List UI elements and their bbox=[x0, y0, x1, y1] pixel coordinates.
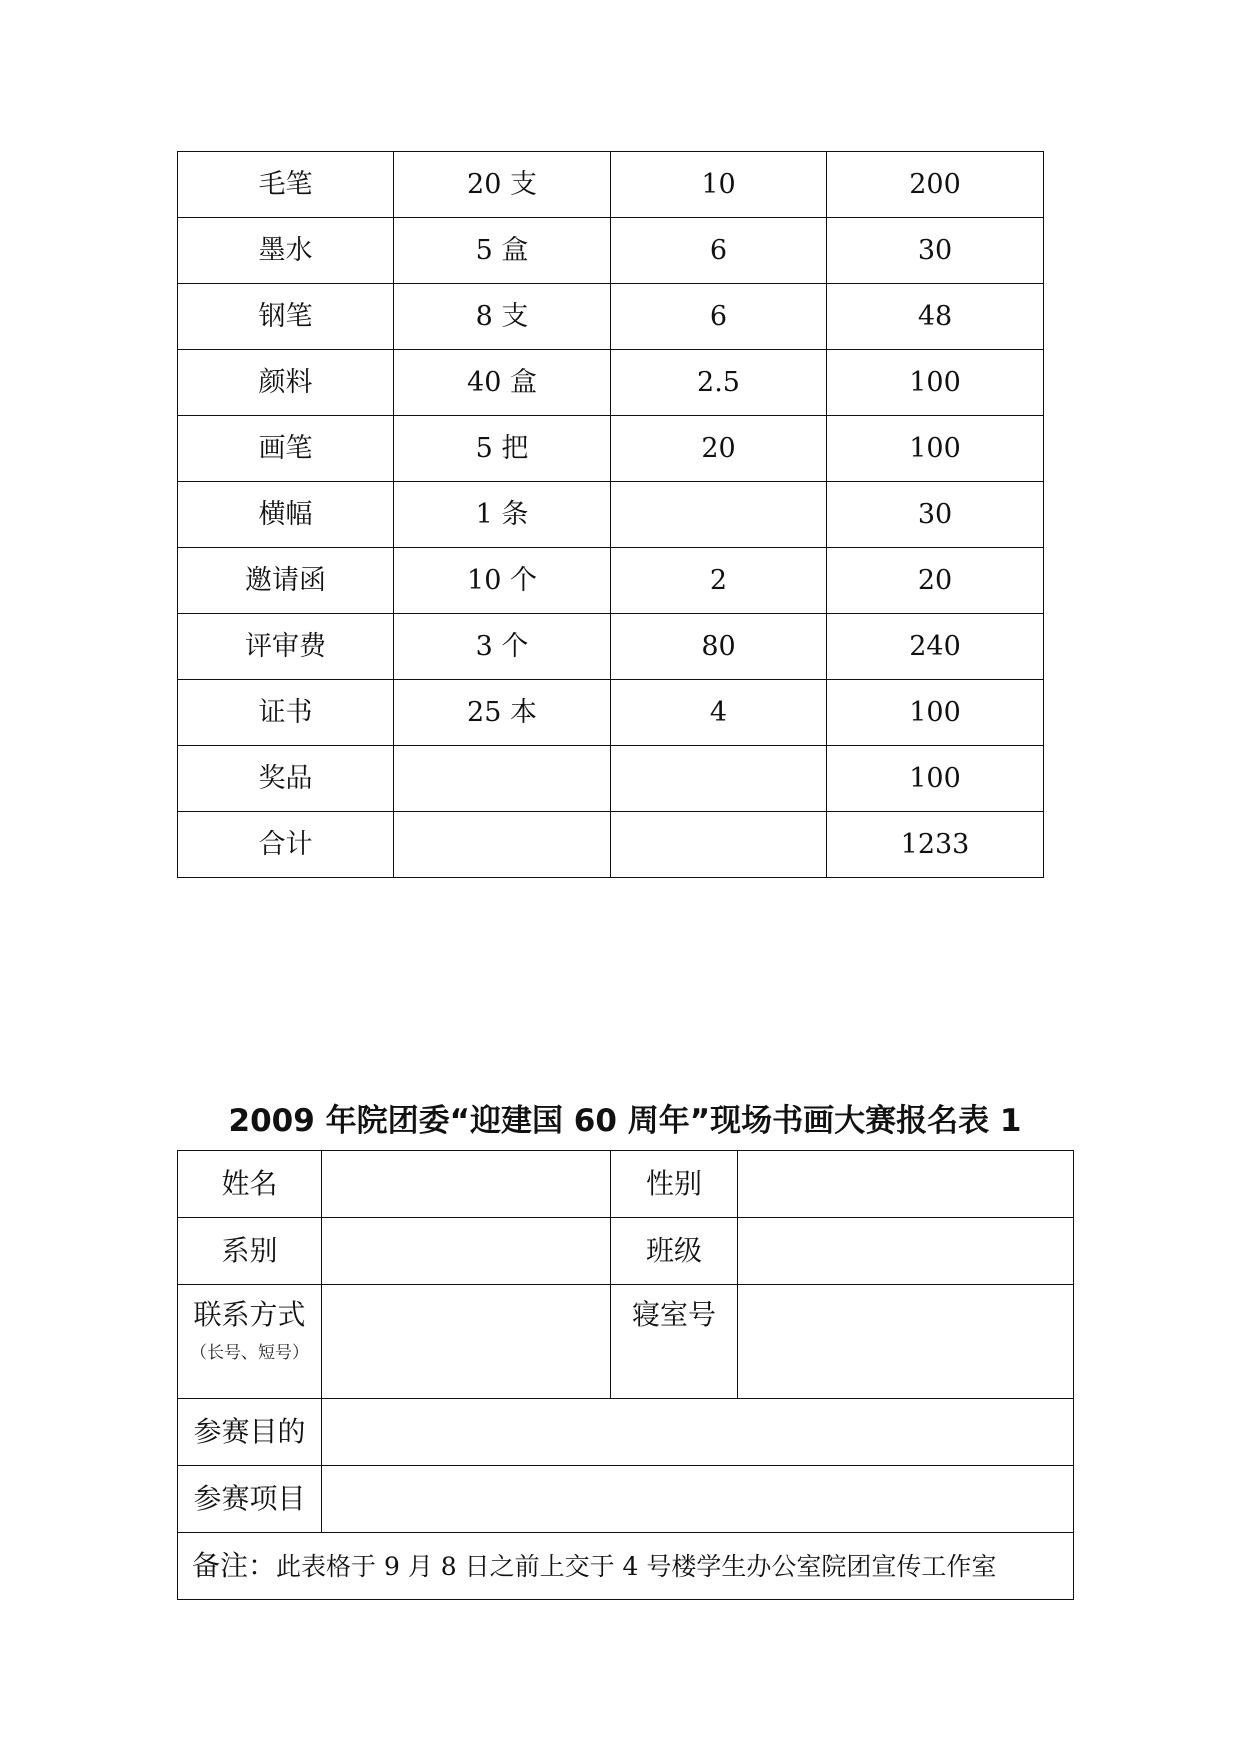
form-row-purpose bbox=[178, 1399, 1074, 1466]
item-name-cell: 评审费 bbox=[178, 614, 394, 680]
total-amount-cell: 1233 bbox=[827, 812, 1044, 878]
amount-cell: 30 bbox=[827, 482, 1044, 548]
name-label: 姓名 bbox=[178, 1151, 322, 1218]
table-row bbox=[178, 482, 1044, 548]
quantity-cell: 5 盒 bbox=[394, 218, 611, 284]
quantity-cell bbox=[394, 812, 611, 878]
dorm-field[interactable] bbox=[738, 1285, 1074, 1399]
quantity-cell: 8 支 bbox=[394, 284, 611, 350]
form-row-name bbox=[178, 1151, 1074, 1218]
name-field[interactable] bbox=[322, 1151, 611, 1218]
table-row bbox=[178, 548, 1044, 614]
item-name-cell: 横幅 bbox=[178, 482, 394, 548]
item-name-cell: 画笔 bbox=[178, 416, 394, 482]
total-row bbox=[178, 812, 1044, 878]
unit-price-cell bbox=[611, 746, 827, 812]
department-field[interactable] bbox=[322, 1218, 611, 1285]
unit-price-cell bbox=[611, 482, 827, 548]
contact-label: 联系方式 bbox=[193, 1298, 306, 1331]
unit-price-cell: 6 bbox=[611, 284, 827, 350]
contact-label-cell bbox=[178, 1285, 322, 1399]
item-name-cell: 奖品 bbox=[178, 746, 394, 812]
gender-field[interactable] bbox=[738, 1151, 1074, 1218]
amount-cell: 240 bbox=[827, 614, 1044, 680]
quantity-cell: 40 盒 bbox=[394, 350, 611, 416]
table-row bbox=[178, 218, 1044, 284]
purpose-label: 参赛目的 bbox=[178, 1399, 322, 1466]
amount-cell: 200 bbox=[827, 152, 1044, 218]
note-text: 此表格于 9 月 8 日之前上交于 4 号楼学生办公室院团宣传工作室 bbox=[276, 1552, 997, 1581]
gender-label: 性别 bbox=[611, 1151, 738, 1218]
unit-price-cell: 2 bbox=[611, 548, 827, 614]
department-label: 系别 bbox=[178, 1218, 322, 1285]
table-row bbox=[178, 416, 1044, 482]
quantity-cell: 20 支 bbox=[394, 152, 611, 218]
unit-price-cell: 6 bbox=[611, 218, 827, 284]
item-name-cell: 毛笔 bbox=[178, 152, 394, 218]
unit-price-cell: 20 bbox=[611, 416, 827, 482]
table-row bbox=[178, 680, 1044, 746]
quantity-cell: 10 个 bbox=[394, 548, 611, 614]
item-label: 参赛项目 bbox=[178, 1466, 322, 1533]
expense-table bbox=[177, 151, 1044, 878]
item-name-cell: 邀请函 bbox=[178, 548, 394, 614]
purpose-field[interactable] bbox=[322, 1399, 1074, 1466]
form-row-note bbox=[178, 1533, 1074, 1600]
unit-price-cell: 4 bbox=[611, 680, 827, 746]
unit-price-cell: 10 bbox=[611, 152, 827, 218]
table-row bbox=[178, 614, 1044, 680]
form-title: 2009 年院团委“迎建国 60 周年”现场书画大赛报名表 1 bbox=[228, 1103, 1022, 1139]
item-field[interactable] bbox=[322, 1466, 1074, 1533]
amount-cell: 30 bbox=[827, 218, 1044, 284]
table-row bbox=[178, 746, 1044, 812]
table-row bbox=[178, 152, 1044, 218]
item-name-cell: 颜料 bbox=[178, 350, 394, 416]
amount-cell: 100 bbox=[827, 350, 1044, 416]
contact-field[interactable] bbox=[322, 1285, 611, 1399]
unit-price-cell: 2.5 bbox=[611, 350, 827, 416]
item-name-cell: 合计 bbox=[178, 812, 394, 878]
unit-price-cell: 80 bbox=[611, 614, 827, 680]
contact-sub-label: （长号、短号） bbox=[190, 1343, 309, 1363]
item-name-cell: 钢笔 bbox=[178, 284, 394, 350]
amount-cell: 100 bbox=[827, 746, 1044, 812]
class-label: 班级 bbox=[611, 1218, 738, 1285]
form-row-contact bbox=[178, 1285, 1074, 1399]
quantity-cell: 3 个 bbox=[394, 614, 611, 680]
amount-cell: 20 bbox=[827, 548, 1044, 614]
table-row bbox=[178, 350, 1044, 416]
dorm-label: 寝室号 bbox=[611, 1285, 738, 1399]
registration-form-table bbox=[177, 1150, 1074, 1600]
quantity-cell: 25 本 bbox=[394, 680, 611, 746]
form-row-department bbox=[178, 1218, 1074, 1285]
quantity-cell: 1 条 bbox=[394, 482, 611, 548]
item-name-cell: 证书 bbox=[178, 680, 394, 746]
quantity-cell: 5 把 bbox=[394, 416, 611, 482]
amount-cell: 48 bbox=[827, 284, 1044, 350]
note-cell bbox=[178, 1533, 1074, 1600]
note-label: 备注： bbox=[192, 1549, 277, 1582]
item-name-cell: 墨水 bbox=[178, 218, 394, 284]
quantity-cell bbox=[394, 746, 611, 812]
class-field[interactable] bbox=[738, 1218, 1074, 1285]
table-row bbox=[178, 284, 1044, 350]
amount-cell: 100 bbox=[827, 416, 1044, 482]
amount-cell: 100 bbox=[827, 680, 1044, 746]
unit-price-cell bbox=[611, 812, 827, 878]
form-row-item bbox=[178, 1466, 1074, 1533]
